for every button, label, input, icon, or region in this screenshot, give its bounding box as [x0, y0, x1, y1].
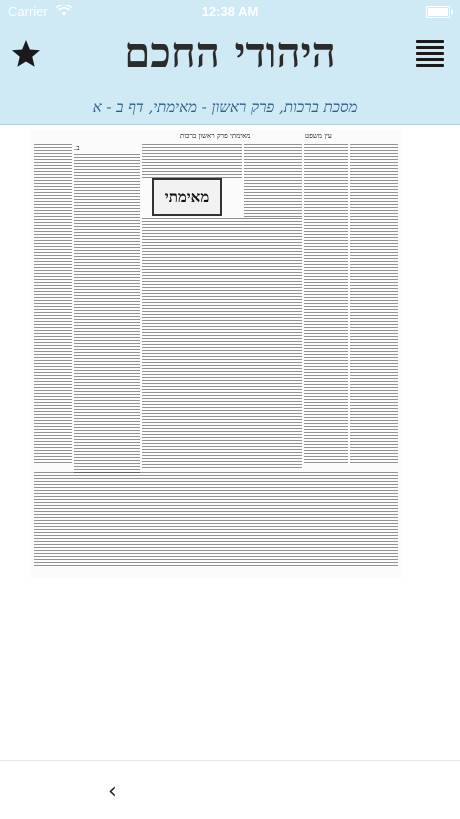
- tosafot-column: [244, 144, 302, 218]
- clock: 12:38 AM: [201, 4, 259, 19]
- tosafot-column-lower: [304, 144, 348, 464]
- right-column-head: ב.: [74, 144, 80, 152]
- margin-text-left: [34, 144, 72, 464]
- star-icon[interactable]: [10, 38, 42, 70]
- bottom-toolbar: [0, 760, 460, 819]
- page-subtitle: מסכת ברכות, פרק ראשון - מאימתי, דף ב - א: [92, 98, 358, 116]
- margin-text-right: [350, 144, 398, 464]
- rashi-column: [74, 154, 140, 474]
- menu-icon[interactable]: [416, 40, 444, 70]
- app-title: היהודי החכם: [124, 28, 336, 77]
- opening-word-box: מאימתי: [152, 178, 222, 216]
- bottom-commentary: [34, 472, 398, 568]
- chevron-left-icon[interactable]: ‹: [108, 779, 117, 804]
- running-head: מאימתי פרק ראשון ברכות: [180, 132, 251, 140]
- battery-icon: [426, 6, 450, 18]
- talmud-page-image[interactable]: [30, 130, 402, 578]
- gemara-text-top: [142, 144, 242, 178]
- app-header: [0, 0, 460, 125]
- gemara-text-main: [142, 218, 302, 468]
- side-column-head: עין משפט: [305, 132, 332, 140]
- carrier-label: Carrier: [8, 4, 48, 19]
- status-bar: [0, 0, 460, 24]
